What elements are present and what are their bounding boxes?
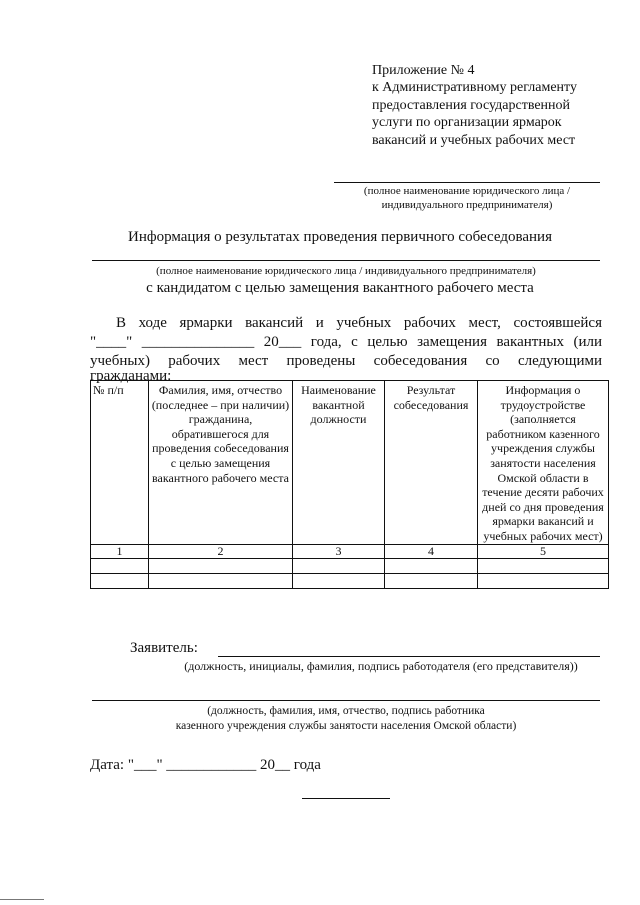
table-cell[interactable] <box>478 573 609 588</box>
column-number: 1 <box>91 544 149 558</box>
appendix-line: предоставления государственной <box>372 97 571 113</box>
header-full-name: Фамилия, имя, отчество (последнее – при наличии) гражданина, обратившегося для проведения собеседования с целью замещения вакантного рабочего места <box>149 381 293 545</box>
date-field[interactable]: Дата: "___" ____________ 20__ года <box>90 757 321 773</box>
table-cell[interactable] <box>149 573 293 588</box>
employee-note-line: казенного учреждения службы занятости населения Омской области) <box>175 720 517 732</box>
applicant-signature-line[interactable] <box>218 656 600 657</box>
org-name-note-2: (полное наименование юридического лица / индивидуального предпринимателя) <box>156 265 536 277</box>
table-cell[interactable] <box>293 573 385 588</box>
table-row[interactable] <box>91 573 609 588</box>
table-cell[interactable] <box>91 573 149 588</box>
page-edge-mark <box>0 899 44 900</box>
table-header-row <box>91 381 609 545</box>
org-note-line: индивидуального предпринимателя) <box>381 199 553 211</box>
appendix-line: услуги по организации ярмарок <box>372 115 562 131</box>
header-vacancy: Наименование вакантной должности <box>293 381 385 545</box>
document-subtitle: с кандидатом с целью замещения вакантного рабочего места <box>146 280 534 296</box>
employee-note-line: (должность, фамилия, имя, отчество, подпись работника <box>207 705 485 717</box>
header-result: Результат собеседования <box>385 381 478 545</box>
table-cell[interactable] <box>385 558 478 573</box>
table-row[interactable] <box>91 558 609 573</box>
candidates-table <box>90 380 609 589</box>
employee-note <box>92 704 600 734</box>
column-number: 4 <box>385 544 478 558</box>
appendix-block <box>372 62 577 149</box>
header-employment-info: Информация о трудоустройстве (заполняется работником казенного учреждения службы занятости населения Омской области в течение десяти рабочих дней со дня проведения ярмарки вакансий и учебных рабочих мест) <box>478 381 609 545</box>
appendix-line: вакансий и учебных рабочих мест <box>372 132 576 148</box>
employee-signature-line[interactable] <box>92 700 600 701</box>
org-name-note <box>334 184 600 212</box>
org-name-line-2[interactable] <box>92 260 600 261</box>
column-number: 3 <box>293 544 385 558</box>
applicant-note: (должность, инициалы, фамилия, подпись работодателя (его представителя)) <box>184 659 578 673</box>
org-name-line[interactable] <box>334 182 600 183</box>
document-title: Информация о результатах проведения первичного собеседования <box>128 229 552 245</box>
table-cell[interactable] <box>293 558 385 573</box>
column-number: 5 <box>478 544 609 558</box>
table-cell[interactable] <box>478 558 609 573</box>
table-cell[interactable] <box>91 558 149 573</box>
appendix-line: Приложение № 4 <box>372 63 475 78</box>
column-number: 2 <box>149 544 293 558</box>
org-note-line: (полное наименование юридического лица / <box>363 185 571 197</box>
paragraph-line-2: "____" _______________ 20___ года, с целью замещения вакантных (или <box>90 334 602 350</box>
paragraph-line-3: учебных) рабочих мест проведены собеседования со следующими <box>90 353 602 369</box>
paragraph-line-1: В ходе ярмарки вакансий и учебных рабочих мест, состоявшейся <box>116 315 602 331</box>
table-number-row <box>91 544 609 558</box>
table-cell[interactable] <box>385 573 478 588</box>
paragraph-line-4: гражданами: <box>90 368 172 384</box>
header-number: № п/п <box>91 381 149 545</box>
table-cell[interactable] <box>149 558 293 573</box>
applicant-label: Заявитель: <box>130 640 198 656</box>
bottom-separator <box>302 798 390 799</box>
appendix-line: к Административному регламенту <box>372 80 577 96</box>
